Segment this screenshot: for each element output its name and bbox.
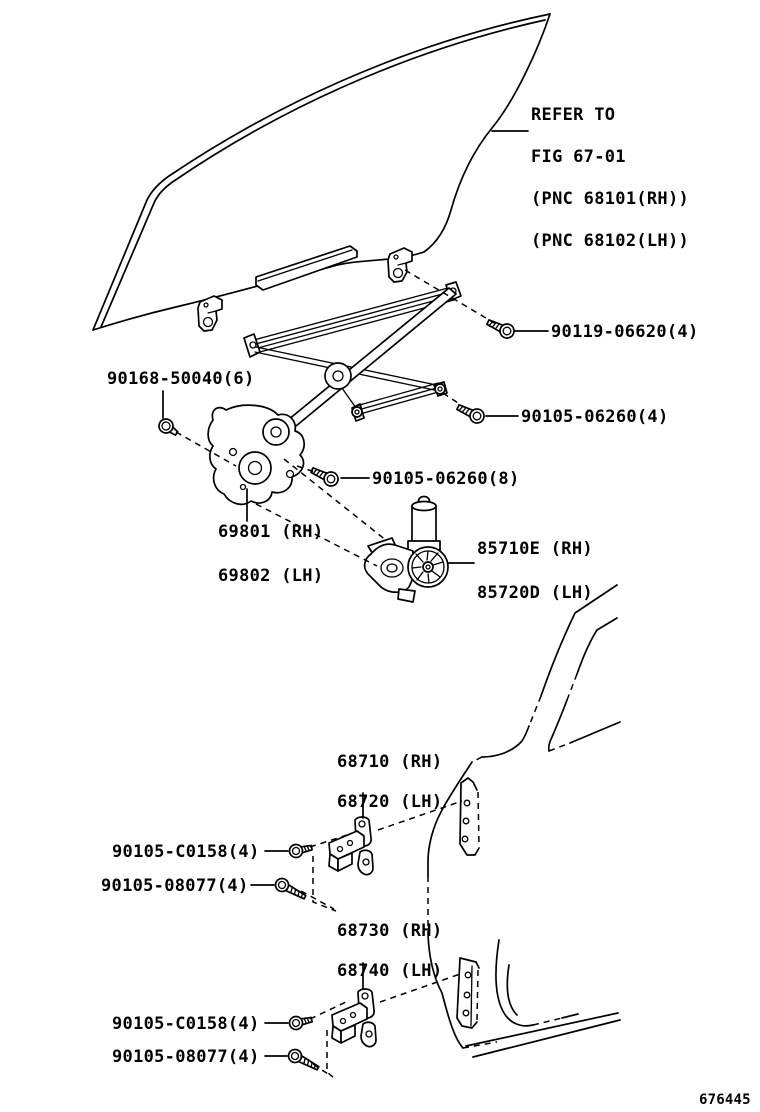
bolt-90119-06620 [485, 316, 516, 341]
beltline [570, 722, 620, 743]
motor-cylinder [412, 506, 436, 545]
label-screw-90119: 90119-06620(4) [551, 322, 699, 342]
door-glass [93, 14, 550, 331]
glass-clip-left [198, 296, 222, 331]
label-regulator-rh: 69801 (RH) [218, 522, 324, 542]
label-hinge-lower-lh: 68740 (LH) [337, 961, 443, 981]
glass-clip-right [388, 248, 412, 282]
label-screw-08077-upper: 90105-08077(4) [101, 876, 249, 896]
regulator-bracket-plate [208, 405, 304, 504]
label-regulator [218, 521, 323, 587]
refer-note-line1: REFER TO [531, 105, 616, 125]
label-screw-06260-4: 90105-06260(4) [521, 407, 669, 427]
body-hinge-plate-upper [460, 778, 479, 855]
label-hinge-upper-rh: 68710 (RH) [337, 752, 443, 772]
glass-outline-bottom [93, 252, 424, 330]
regulator-motor [365, 497, 448, 603]
motor-gear-wheel [408, 547, 448, 587]
label-screw-06260-8: 90105-06260(8) [372, 469, 520, 489]
pivot [325, 363, 351, 389]
motor-foot [398, 589, 415, 602]
door-hinge-upper [329, 817, 373, 875]
body-hinge-plate-lower [457, 958, 479, 1028]
glass-outline-inner-trim [101, 20, 545, 327]
refer-note [531, 105, 689, 252]
refer-note-line4: (PNC 68102(LH)) [531, 231, 690, 251]
rocker-panel [466, 1013, 620, 1057]
label-motor [477, 538, 593, 604]
label-motor-lh: 85720D (LH) [477, 583, 593, 603]
bolt-90105-06260-4 [455, 401, 486, 426]
screw-90105-C0158-lower [288, 1013, 313, 1030]
bolt-90168-50040 [156, 416, 180, 439]
label-screw-08077-lower: 90105-08077(4) [112, 1047, 260, 1067]
label-motor-rh: 85710E (RH) [477, 539, 593, 559]
car-body-outline [428, 585, 620, 1057]
label-bolt-90168: 90168-50040(6) [107, 369, 255, 389]
upper-rail-left-cap [244, 334, 260, 357]
label-screw-c0158-upper: 90105-C0158(4) [112, 842, 260, 862]
screw-90105-C0158-upper [288, 841, 313, 858]
label-hinge-upper [337, 752, 442, 812]
bolt-90105-06260-8 [309, 464, 340, 489]
label-hinge-lower-rh: 68730 (RH) [337, 921, 443, 941]
refer-note-line2: FIG 67-01 [531, 147, 626, 167]
lower-rail [352, 382, 447, 421]
figure-number: 676445 [699, 1092, 751, 1108]
door-hinge-lower [332, 989, 376, 1047]
glass-sash-strip [256, 246, 357, 290]
refer-note-line3: (PNC 68101(RH)) [531, 189, 690, 209]
label-hinge-lower [337, 921, 442, 981]
screw-90105-08077-lower [286, 1047, 321, 1074]
screw-90105-08077-upper [273, 876, 308, 903]
label-regulator-lh: 69802 (LH) [218, 566, 324, 586]
label-hinge-upper-lh: 68720 (LH) [337, 792, 443, 812]
label-screw-c0158-lower: 90105-C0158(4) [112, 1014, 260, 1034]
glass-outline-left-top [93, 14, 550, 330]
